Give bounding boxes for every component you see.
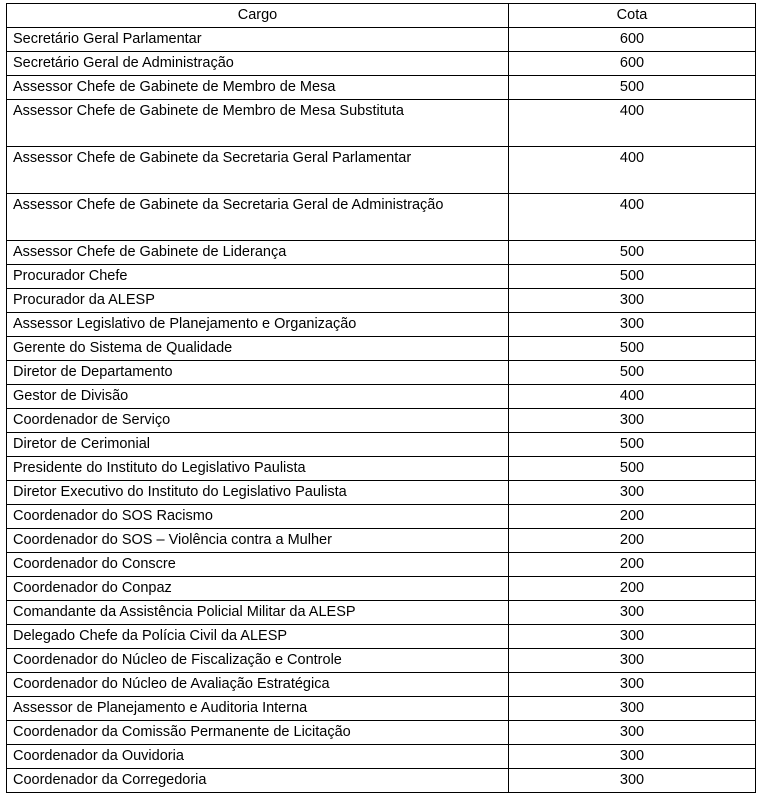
cell-cota: 500 [509, 76, 756, 100]
cell-cota: 500 [509, 433, 756, 457]
cell-cargo: Coordenador do SOS – Violência contra a Mulher [7, 529, 509, 553]
column-header-cota: Cota [509, 4, 756, 28]
cell-cota: 300 [509, 313, 756, 337]
table-row [7, 529, 756, 553]
cell-cota: 500 [509, 457, 756, 481]
cell-cargo: Assessor Chefe de Gabinete da Secretaria Geral Parlamentar [7, 147, 509, 194]
cell-cargo: Delegado Chefe da Polícia Civil da ALESP [7, 625, 509, 649]
cell-cargo: Presidente do Instituto do Legislativo Paulista [7, 457, 509, 481]
table-row [7, 457, 756, 481]
cell-cota: 300 [509, 481, 756, 505]
table-row [7, 194, 756, 241]
cell-cargo: Diretor Executivo do Instituto do Legislativo Paulista [7, 481, 509, 505]
table-row [7, 625, 756, 649]
table-row [7, 385, 756, 409]
table-row [7, 649, 756, 673]
cargo-cota-table [6, 3, 756, 793]
cell-cota: 400 [509, 194, 756, 241]
cell-cota: 400 [509, 385, 756, 409]
cell-cota: 300 [509, 673, 756, 697]
cell-cota: 300 [509, 409, 756, 433]
table-row [7, 553, 756, 577]
table-row [7, 52, 756, 76]
table-row [7, 100, 756, 147]
table-row [7, 76, 756, 100]
cell-cargo: Coordenador do Núcleo de Fiscalização e Controle [7, 649, 509, 673]
cell-cargo: Comandante da Assistência Policial Militar da ALESP [7, 601, 509, 625]
cell-cota: 200 [509, 553, 756, 577]
table-row [7, 601, 756, 625]
table-row [7, 769, 756, 793]
cell-cota: 500 [509, 337, 756, 361]
cell-cota: 500 [509, 361, 756, 385]
cell-cota: 600 [509, 52, 756, 76]
cell-cota: 400 [509, 147, 756, 194]
document-page [0, 3, 762, 788]
cell-cota: 400 [509, 100, 756, 147]
cell-cota: 300 [509, 769, 756, 793]
table-header [7, 4, 756, 28]
cell-cargo: Coordenador do Conpaz [7, 577, 509, 601]
table-row [7, 28, 756, 52]
table-row [7, 673, 756, 697]
cell-cargo: Coordenador da Ouvidoria [7, 745, 509, 769]
cell-cargo: Coordenador de Serviço [7, 409, 509, 433]
cell-cargo: Secretário Geral de Administração [7, 52, 509, 76]
cell-cota: 600 [509, 28, 756, 52]
cell-cargo: Assessor de Planejamento e Auditoria Interna [7, 697, 509, 721]
table-row [7, 697, 756, 721]
table-row [7, 481, 756, 505]
table-body [7, 28, 756, 793]
cell-cota: 300 [509, 601, 756, 625]
cell-cargo: Diretor de Cerimonial [7, 433, 509, 457]
cell-cargo: Diretor de Departamento [7, 361, 509, 385]
table-row [7, 289, 756, 313]
cell-cota: 300 [509, 721, 756, 745]
cell-cargo: Assessor Chefe de Gabinete de Membro de Mesa [7, 76, 509, 100]
table-row [7, 265, 756, 289]
table-row [7, 505, 756, 529]
table-row [7, 745, 756, 769]
cell-cargo: Secretário Geral Parlamentar [7, 28, 509, 52]
cell-cota: 200 [509, 505, 756, 529]
cell-cargo: Assessor Chefe de Gabinete da Secretaria Geral de Administração [7, 194, 509, 241]
cell-cota: 200 [509, 577, 756, 601]
table-row [7, 361, 756, 385]
table-row [7, 433, 756, 457]
table-row [7, 313, 756, 337]
cell-cota: 500 [509, 265, 756, 289]
cell-cargo: Gestor de Divisão [7, 385, 509, 409]
table-row [7, 337, 756, 361]
table-row [7, 577, 756, 601]
cell-cargo: Assessor Legislativo de Planejamento e Organização [7, 313, 509, 337]
cell-cargo: Assessor Chefe de Gabinete de Liderança [7, 241, 509, 265]
cell-cargo: Procurador Chefe [7, 265, 509, 289]
cell-cargo: Assessor Chefe de Gabinete de Membro de Mesa Substituta [7, 100, 509, 147]
cell-cota: 300 [509, 625, 756, 649]
cell-cota: 300 [509, 289, 756, 313]
table-row [7, 721, 756, 745]
cell-cargo: Coordenador da Comissão Permanente de Licitação [7, 721, 509, 745]
table-row [7, 147, 756, 194]
column-header-cargo: Cargo [7, 4, 509, 28]
cell-cargo: Gerente do Sistema de Qualidade [7, 337, 509, 361]
cell-cargo: Coordenador do SOS Racismo [7, 505, 509, 529]
cell-cargo: Procurador da ALESP [7, 289, 509, 313]
cell-cargo: Coordenador da Corregedoria [7, 769, 509, 793]
cell-cota: 200 [509, 529, 756, 553]
cell-cota: 500 [509, 241, 756, 265]
cell-cargo: Coordenador do Conscre [7, 553, 509, 577]
table-row [7, 241, 756, 265]
cell-cota: 300 [509, 697, 756, 721]
cell-cargo: Coordenador do Núcleo de Avaliação Estratégica [7, 673, 509, 697]
table-row [7, 409, 756, 433]
cell-cota: 300 [509, 745, 756, 769]
cell-cota: 300 [509, 649, 756, 673]
table-header-row [7, 4, 756, 28]
